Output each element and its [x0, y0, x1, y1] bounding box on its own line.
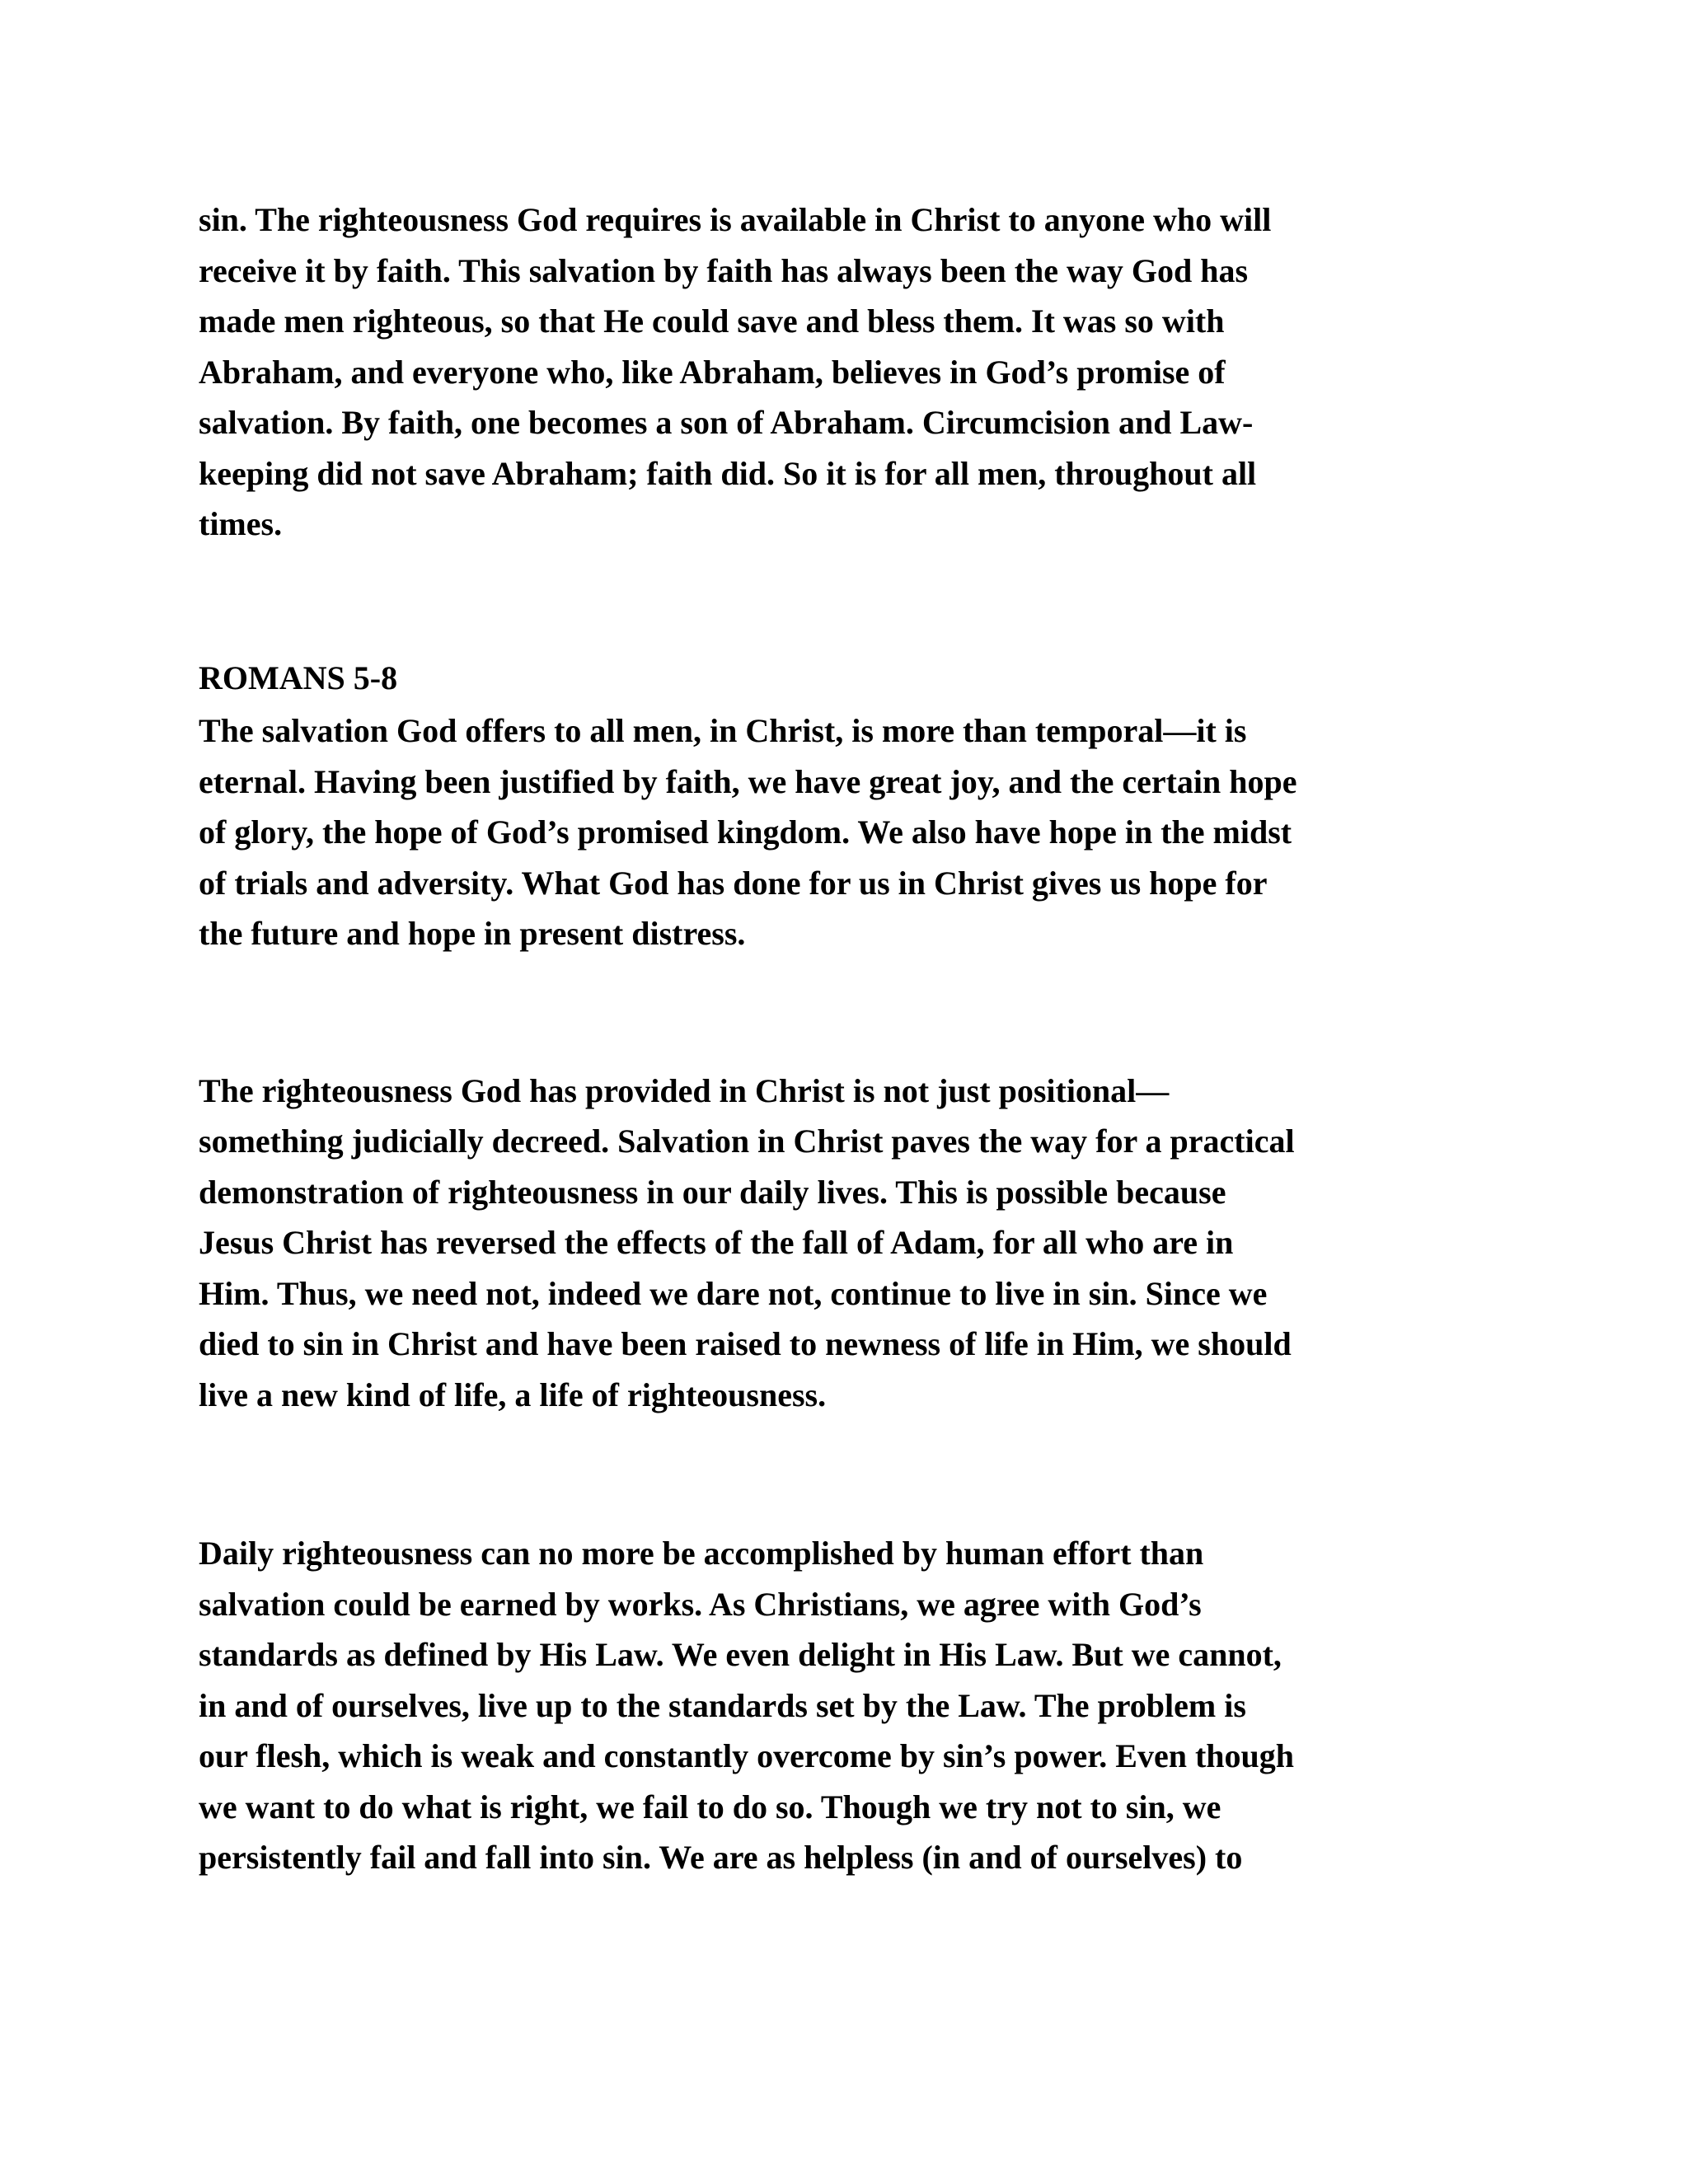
paragraph-line: Daily righteousness can no more be accomplished by human effort than — [199, 1535, 1204, 1572]
paragraph-line: something judicially decreed. Salvation in Christ paves the way for a practical — [199, 1122, 1295, 1160]
paragraph-line: The righteousness God has provided in Christ is not just positional— — [199, 1071, 1170, 1109]
paragraph-line: eternal. Having been justified by faith, we have great joy, and the certain hope — [199, 762, 1297, 800]
paragraph-1 — [199, 194, 1517, 550]
paragraph-line: salvation. By faith, one becomes a son of Abraham. Circumcision and Law- — [199, 404, 1254, 441]
paragraph-line: receive it by faith. This salvation by faith has always been the way God has — [199, 251, 1249, 289]
paragraph-spacer — [199, 959, 1517, 1066]
paragraph-line: Abraham, and everyone who, like Abraham, believes in God’s promise of — [199, 353, 1226, 391]
paragraph-line: our flesh, which is weak and constantly overcome by sin’s power. Even though — [199, 1737, 1295, 1774]
paragraph-line: in and of ourselves, live up to the standards set by the Law. The problem is — [199, 1686, 1246, 1724]
paragraph-spacer — [199, 550, 1517, 653]
paragraph-line: standards as defined by His Law. We even delight in His Law. But we cannot, — [199, 1636, 1282, 1673]
paragraph-spacer — [199, 1420, 1517, 1528]
paragraph-line: made men righteous, so that He could save and bless them. It was so with — [199, 302, 1225, 340]
paragraph-line: times. — [199, 505, 283, 542]
paragraph-line: the future and hope in present distress. — [199, 915, 746, 952]
paragraph-line: keeping did not save Abraham; faith did. So it is for all men, throughout all — [199, 454, 1257, 492]
paragraph-line: live a new kind of life, a life of righteousness. — [199, 1376, 827, 1413]
paragraph-line: of glory, the hope of God’s promised kingdom. We also have hope in the midst — [199, 813, 1292, 851]
paragraph-line: Jesus Christ has reversed the effects of the fall of Adam, for all who are in — [199, 1224, 1234, 1261]
paragraph-line: demonstration of righteousness in our daily lives. This is possible because — [199, 1173, 1226, 1211]
paragraph-line: died to sin in Christ and have been raised to newness of life in Him, we should — [199, 1325, 1292, 1362]
paragraph-line: of trials and adversity. What God has done for us in Christ gives us hope for — [199, 864, 1268, 902]
paragraph-line: persistently fail and fall into sin. We are as helpless (in and of ourselves) to — [199, 1839, 1243, 1876]
paragraph-line: we want to do what is right, we fail to do so. Though we try not to sin, we — [199, 1788, 1221, 1825]
section-heading: ROMANS 5-8 — [199, 658, 398, 696]
paragraph-4 — [199, 1528, 1517, 1883]
paragraph-2 — [199, 705, 1517, 959]
paragraph-line: The salvation God offers to all men, in Christ, is more than temporal—it is — [199, 712, 1247, 749]
paragraph-line: sin. The righteousness God requires is available in Christ to anyone who will — [199, 201, 1272, 238]
paragraph-line: Him. Thus, we need not, indeed we dare not, continue to live in sin. Since we — [199, 1274, 1268, 1312]
paragraph-line: salvation could be earned by works. As Christians, we agree with God’s — [199, 1585, 1202, 1623]
paragraph-3 — [199, 1066, 1517, 1421]
text-column — [199, 194, 1517, 1883]
